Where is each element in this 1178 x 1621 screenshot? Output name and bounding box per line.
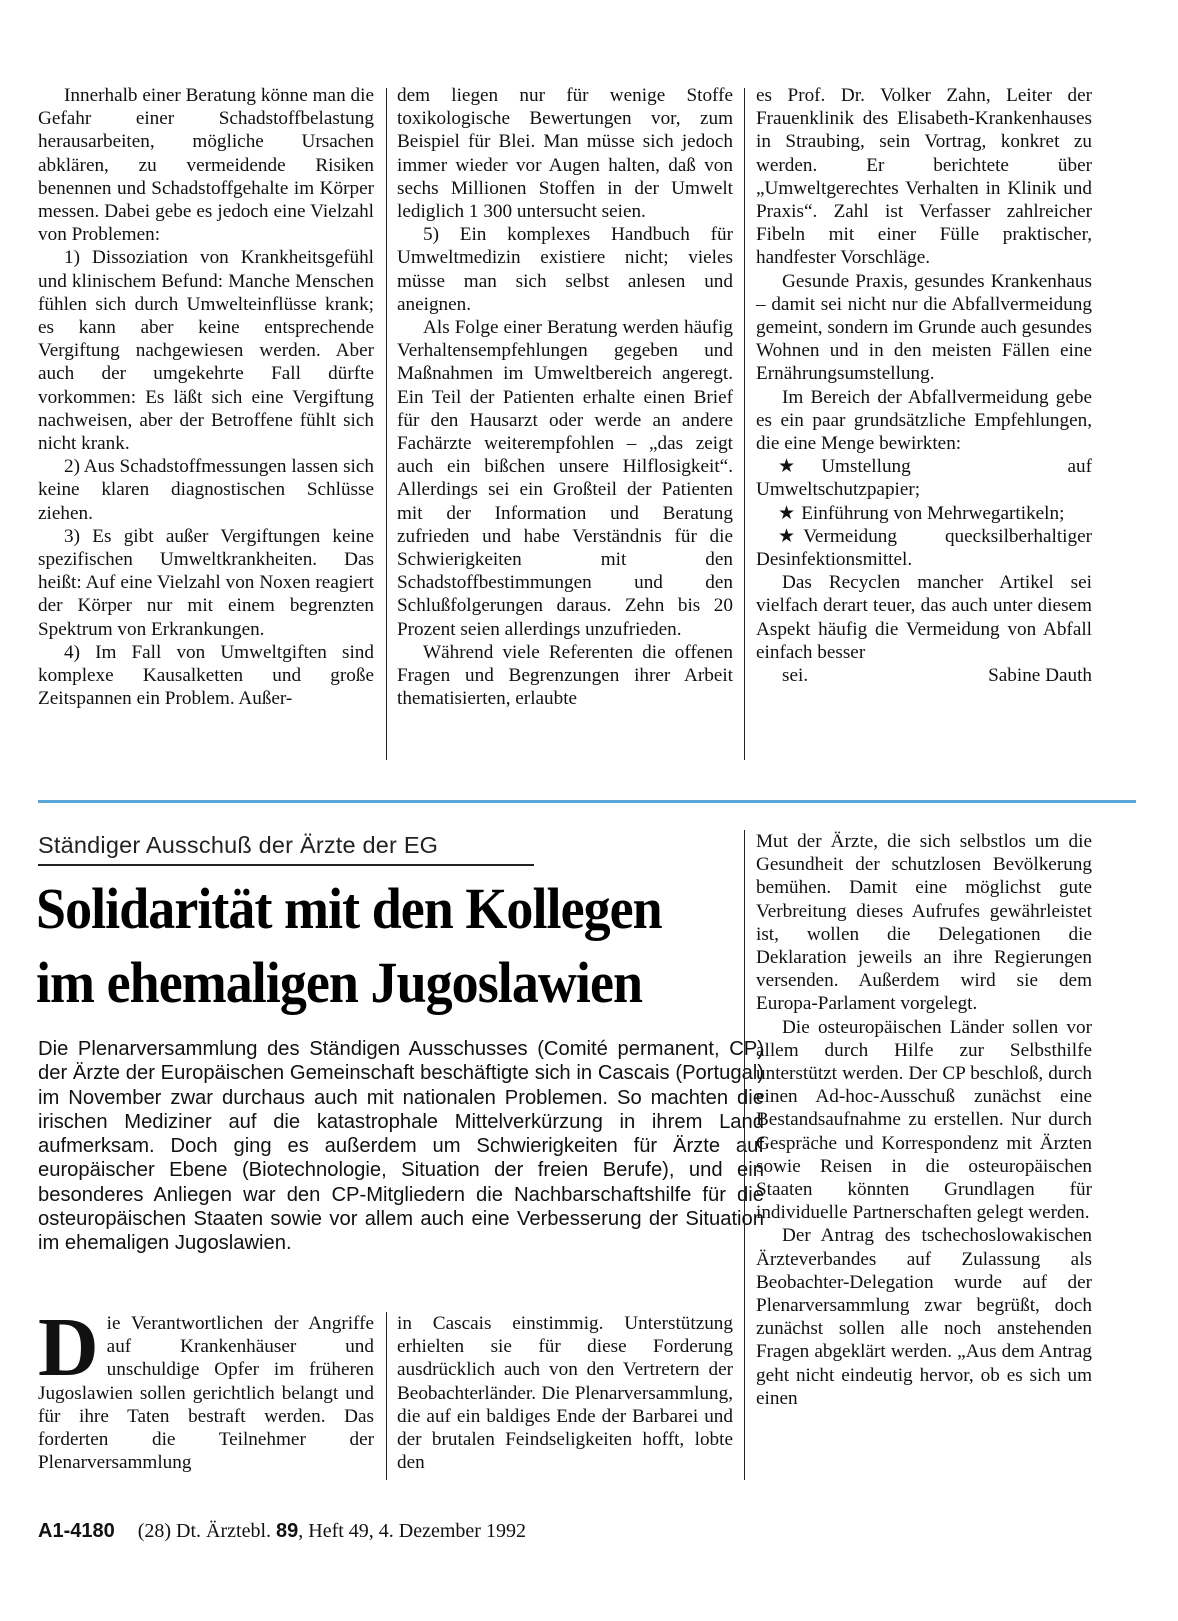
citation-suffix: , Heft 49, 4. Dezember 1992 <box>298 1520 526 1542</box>
column-divider <box>386 1312 387 1480</box>
drop-cap: D <box>38 1301 99 1394</box>
paragraph: 3) Es gibt außer Vergiftungen keine spezifischen Umweltkrankheiten. Das heißt: Auf eine Vielzahl von Noxen reagiert der Körper nur mit einem begrenzten Spektrum von Erkrankungen. <box>38 525 374 640</box>
article-lead: Die Plenarversammlung des Ständigen Ausschusses (Comité permanent, CP) der Ärzte der Europäischen Gemeinschaft beschäftigte sich in Cascais (Portugal) im November zwar durchaus auch mit nationalen Problemen. So machten die irischen Mediziner auf die katastrophale Mittelverkürzung in ihrem Land aufmerksam. Doch ging es außerdem um Schwierigkeiten für Ärzte auf europäischer Ebene (Biotechnologie, Situation der freien Berufe), und ein besonderes Anliegen war den CP-Mitgliedern die Nachbarschaftshilfe für die osteuropäischen Staaten sowie vor allem auch eine Verbesserung der Situation im ehemaligen Jugoslawien. <box>38 1038 764 1255</box>
paragraph: 4) Im Fall von Umweltgiften sind komplexe Kausalketten und große Zeitspannen ein Problem. Außer- <box>38 641 374 710</box>
paragraph: Die osteuropäischen Länder sollen vor allem durch Hilfe zur Selbsthilfe unterstützt werden. Der CP beschloß, durch einen Ad-hoc-Ausschuß zunächst eine Bestandsaufnahme zu erstellen. Nur durch Gespräche und Korrespondenz mit Ärzten sowie Reisen in die osteuropäischen Staaten könnten Grundlagen für individuelle Partnerschaften gelegt werden. <box>756 1016 1092 1224</box>
paragraph: Während viele Referenten die offenen Fragen und Begrenzungen ihrer Arbeit thematisierten, erlaubte <box>397 641 733 710</box>
page-code: A1-4180 <box>38 1520 115 1542</box>
list-item: ★ Vermeidung quecksilberhaltiger Desinfektionsmittel. <box>756 525 1092 571</box>
article-column-3 <box>756 830 1092 1410</box>
paragraph: Der Antrag des tschechoslowakischen Ärzteverbandes auf Zulassung als Beobachter-Delegation wurde auf der Plenarversammlung zwar begrüßt, doch zunächst sollen alle noch anstehenden Fragen abgeklärt werden. „Aus dem Antrag geht nicht eindeutig hervor, ob es sich um einen <box>756 1225 1092 1409</box>
upper-column-1 <box>38 84 374 710</box>
paragraph: Das Recyclen mancher Artikel sei vielfach derart teuer, das auch unter diesem Aspekt häufig die Vermeidung von Abfall einfach besser <box>756 572 1092 663</box>
paragraph: Gesunde Praxis, gesundes Krankenhaus – damit sei nicht nur die Abfallvermeidung gemeint, sondern im Grunde auch gesundes Wohnen und in den meisten Fällen eine Ernährungsumstellung. <box>756 270 1092 385</box>
page-footer <box>38 1520 526 1543</box>
upper-column-2 <box>397 84 733 710</box>
paragraph: 2) Aus Schadstoffmessungen lassen sich keine klaren diagnostischen Schlüsse ziehen. <box>38 456 374 524</box>
volume-number: 89 <box>276 1520 299 1542</box>
kicker-underline <box>38 864 534 866</box>
article-headline: Solidarität mit den Kollegen im ehemaligen Jugoslawien <box>36 876 662 1015</box>
article-column-2 <box>397 1312 733 1474</box>
list-item: ★ Umstellung auf Umweltschutzpapier; <box>756 456 1092 501</box>
star-icon: ★ <box>778 456 796 478</box>
paragraph: Im Bereich der Abfallvermeidung gebe es ein paar grundsätzliche Empfehlungen, die eine Menge bewirkten: <box>756 386 1092 455</box>
paragraph: 1) Dissoziation von Krankheitsgefühl und klinischem Befund: Manche Menschen fühlen sich durch Umwelteinflüsse krank; es kann aber keine entsprechende Vergiftung nachgewiesen werden. Aber auch der umgekehrte Fall dürfte vorkommen: Es läßt sich eine Vergiftung nachweisen, aber der Betroffene fühlt sich nicht krank. <box>38 247 374 455</box>
star-icon: ★ <box>778 525 796 547</box>
column-divider <box>386 88 387 760</box>
section-divider <box>38 800 1136 803</box>
article-kicker: Ständiger Ausschuß der Ärzte der EG <box>38 832 439 858</box>
paragraph: 5) Ein komplexes Handbuch für Umweltmedizin existiere nicht; vieles müsse man sich selbst anlesen und aneignen. <box>397 224 733 315</box>
paragraph: es Prof. Dr. Volker Zahn, Leiter der Frauenklinik des Elisabeth-Krankenhauses in Straubing, sein Vortrag, konkret zu werden. Er berichtete über „Umweltgerechtes Verhalten in Klinik und Praxis“. Zahl ist Verfasser zahlreicher Fibeln mit einer Fülle praktischer, handfester Vorschläge. <box>756 85 1092 269</box>
citation-prefix: (28) Dt. Ärztebl. <box>137 1520 272 1542</box>
paragraph: dem liegen nur für wenige Stoffe toxikologische Bewertungen vor, zum Beispiel für Blei. Man müsse sich jedoch immer wieder vor Augen halten, daß von sechs Millionen Stoffen in der Umwelt lediglich 1 300 untersucht seien. <box>397 85 733 223</box>
paragraph: Die Verantwortlichen der Angriffe auf Krankenhäuser und unschuldige Opfer im früheren Jugoslawien sollen gerichtlich belangt und für ihre Taten bestraft werden. Das forderten die Teilnehmer der Plenarversammlung <box>38 1301 374 1474</box>
column-divider <box>744 830 745 1480</box>
list-item: ★ Einführung von Mehrwegartikeln; <box>778 502 1065 524</box>
upper-column-3 <box>756 84 1092 687</box>
paragraph: Innerhalb einer Beratung könne man die Gefahr einer Schadstoffbelastung herausarbeiten, mögliche Ursachen abklären, zu vermeidende Risiken benennen und Schadstoffgehalte im Körper messen. Dabei gebe es jedoch eine Vielzahl von Problemen: <box>38 85 374 246</box>
paragraph: in Cascais einstimmig. Unterstützung erhielten sie für diese Forderung ausdrücklich auch von den Vertretern der Beobachterländer. Die Plenarversammlung, die auf ein baldiges Ende der Barbarei und der brutalen Feindseligkeiten hofft, lobte den <box>397 1313 733 1474</box>
star-icon: ★ <box>778 502 796 524</box>
author-signature: Sabine Dauth <box>988 665 1092 687</box>
column-divider <box>744 88 745 760</box>
signature-line: sei. Sabine Dauth <box>782 665 1092 687</box>
paragraph: Mut der Ärzte, die sich selbstlos um die Gesundheit der schutzlosen Bevölkerung bemühen. Damit eine möglichst gute Verbreitung dieses Aufrufes gewährleistet ist, wollen die Delegationen die Deklaration jeweils an ihre Regierungen versenden. Außerdem wird sie dem Europa-Parlament vorgelegt. <box>756 831 1092 1015</box>
article-column-1 <box>38 1301 374 1474</box>
paragraph: Als Folge einer Beratung werden häufig Verhaltensempfehlungen gegeben und Maßnahmen im Umweltbereich angeregt. Ein Teil der Patienten erhalte einen Brief für den Hausarzt oder werde an andere Fachärzte weiterempfohlen – „das zeigt auch ein bißchen unsere Hilflosigkeit“. Allerdings sei ein Großteil der Patienten mit der Information und Beratung zufrieden und habe Verständnis für die Schwierigkeiten mit den Schadstoffbestimmungen und den Schlußfolgerungen daraus. Zehn bis 20 Prozent seien allerdings unzufrieden. <box>397 317 733 640</box>
